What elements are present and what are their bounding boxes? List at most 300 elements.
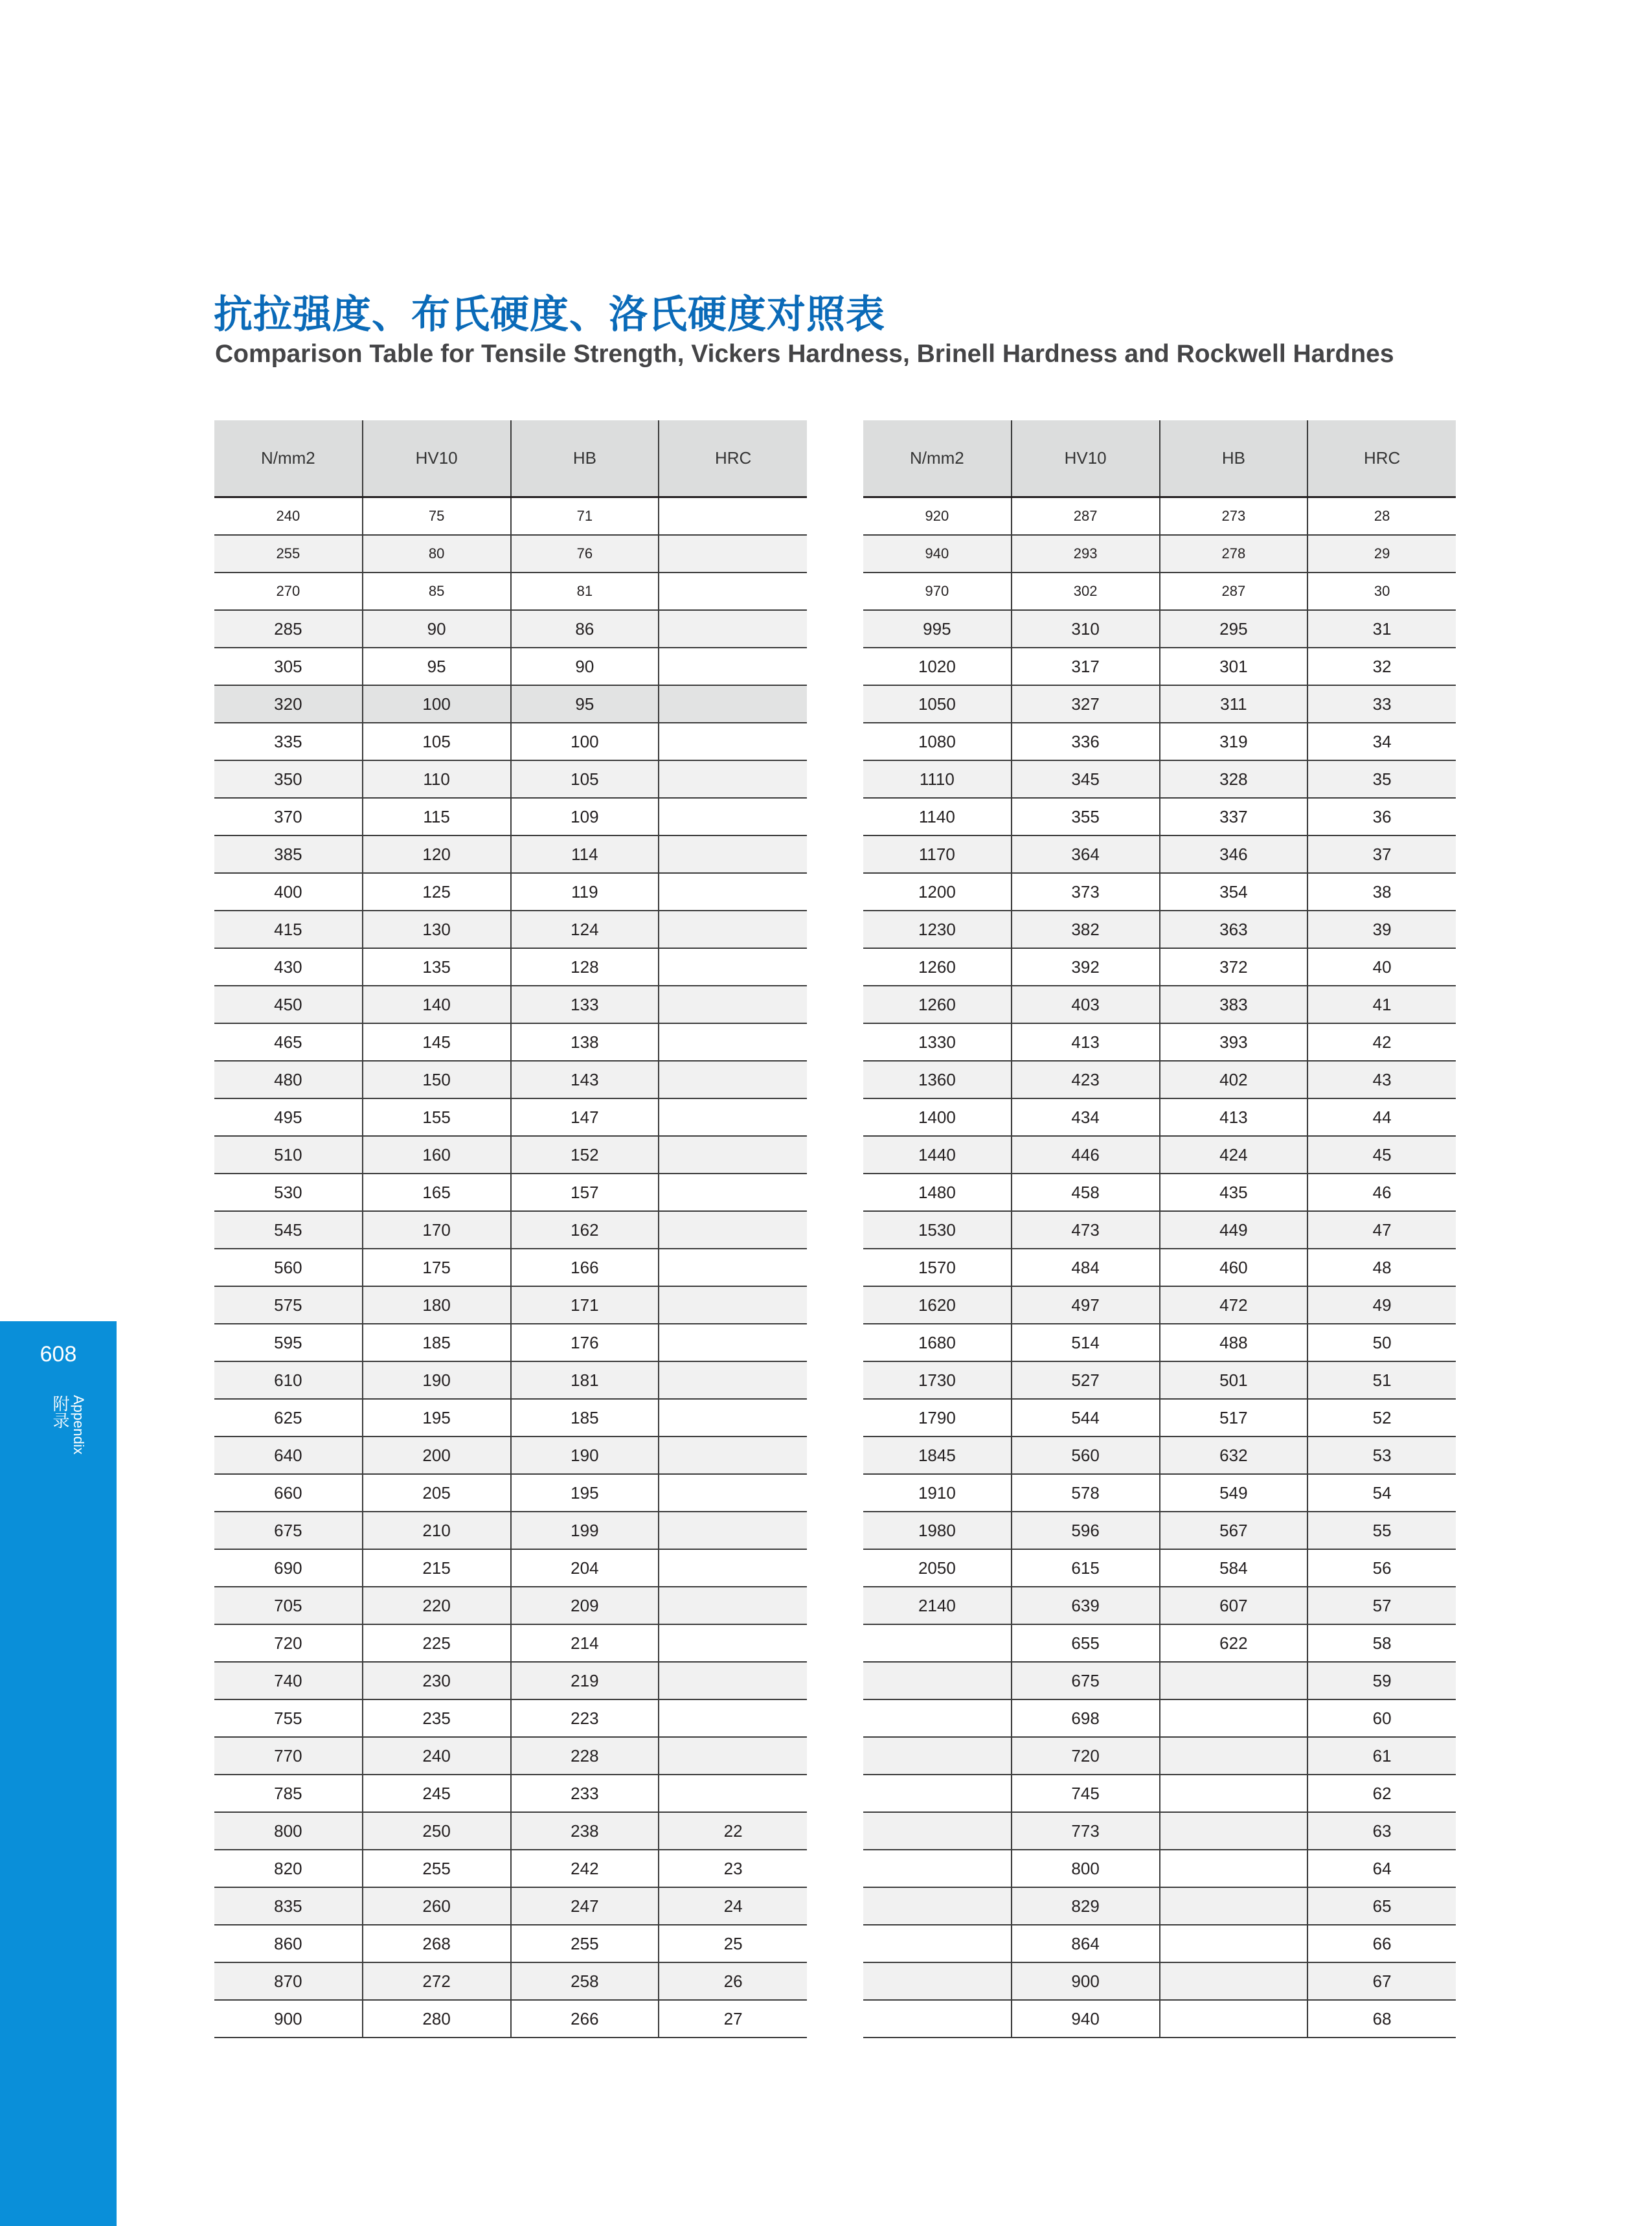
hrc-cell: 29 (1307, 535, 1456, 573)
table-row (214, 1061, 807, 1098)
tensile-cell: 270 (214, 573, 363, 610)
column-header-hrc: HRC (659, 420, 807, 497)
hrc-cell: 55 (1307, 1512, 1456, 1549)
tensile-cell: 900 (214, 2000, 363, 2038)
appendix-label-en: Appendix (71, 1395, 87, 1455)
hb-cell: 152 (511, 1136, 659, 1174)
table-header-row (863, 420, 1456, 497)
hrc-cell: 56 (1307, 1549, 1456, 1587)
hb-cell: 238 (511, 1812, 659, 1850)
hb-cell: 233 (511, 1775, 659, 1812)
table-row (214, 1174, 807, 1211)
hv10-cell: 210 (363, 1512, 511, 1549)
tensile-cell (863, 1887, 1012, 1925)
table-row (863, 1512, 1456, 1549)
hrc-cell: 22 (659, 1812, 807, 1850)
hb-cell: 472 (1160, 1286, 1308, 1324)
column-header-tensile: N/mm2 (863, 420, 1012, 497)
hrc-cell: 42 (1307, 1023, 1456, 1061)
tensile-cell: 1170 (863, 835, 1012, 873)
hb-cell: 209 (511, 1587, 659, 1624)
hb-cell (1160, 1662, 1308, 1699)
hb-cell: 567 (1160, 1512, 1308, 1549)
hrc-cell: 33 (1307, 685, 1456, 723)
table-row (863, 948, 1456, 986)
column-header-hv10: HV10 (1012, 420, 1160, 497)
hb-cell: 86 (511, 610, 659, 648)
tensile-cell: 1570 (863, 1249, 1012, 1286)
table-row (214, 911, 807, 948)
hrc-cell (659, 835, 807, 873)
table-row (863, 1624, 1456, 1662)
hrc-cell (659, 1437, 807, 1474)
tensile-cell: 970 (863, 573, 1012, 610)
hrc-cell (659, 798, 807, 835)
table-row (863, 535, 1456, 573)
hrc-cell: 60 (1307, 1699, 1456, 1737)
hv10-cell: 190 (363, 1361, 511, 1399)
table-row (214, 1098, 807, 1136)
table-row (214, 497, 807, 536)
hrc-cell: 65 (1307, 1887, 1456, 1925)
tensile-cell: 255 (214, 535, 363, 573)
hv10-cell: 940 (1012, 2000, 1160, 2038)
hv10-cell: 75 (363, 497, 511, 536)
tensile-cell: 1080 (863, 723, 1012, 760)
hrc-cell (659, 1549, 807, 1587)
hv10-cell: 800 (1012, 1850, 1160, 1887)
tensile-cell: 1400 (863, 1098, 1012, 1136)
hv10-cell: 345 (1012, 760, 1160, 798)
tensile-cell: 720 (214, 1624, 363, 1662)
hv10-cell: 230 (363, 1662, 511, 1699)
hrc-cell (659, 723, 807, 760)
tensile-cell: 660 (214, 1474, 363, 1512)
hv10-cell: 310 (1012, 610, 1160, 648)
hrc-cell (659, 1174, 807, 1211)
hv10-cell: 675 (1012, 1662, 1160, 1699)
hb-cell: 460 (1160, 1249, 1308, 1286)
hv10-cell: 639 (1012, 1587, 1160, 1624)
hrc-cell: 63 (1307, 1812, 1456, 1850)
tensile-cell (863, 1812, 1012, 1850)
table-row (214, 1699, 807, 1737)
hrc-cell: 59 (1307, 1662, 1456, 1699)
tensile-cell: 450 (214, 986, 363, 1023)
column-header-hv10: HV10 (363, 420, 511, 497)
hrc-cell (659, 1474, 807, 1512)
hb-cell: 278 (1160, 535, 1308, 573)
table-row (214, 610, 807, 648)
hv10-cell: 260 (363, 1887, 511, 1925)
hrc-cell: 37 (1307, 835, 1456, 873)
comparison-table-left (214, 420, 807, 2038)
table-row (863, 497, 1456, 536)
hrc-cell: 54 (1307, 1474, 1456, 1512)
hrc-cell (659, 986, 807, 1023)
table-row (863, 648, 1456, 685)
hrc-cell: 32 (1307, 648, 1456, 685)
tensile-cell: 510 (214, 1136, 363, 1174)
hb-cell: 255 (511, 1925, 659, 1962)
hb-cell: 181 (511, 1361, 659, 1399)
table-row (863, 1962, 1456, 2000)
hv10-cell: 272 (363, 1962, 511, 2000)
hrc-cell (659, 573, 807, 610)
table-row (214, 1512, 807, 1549)
hv10-cell: 150 (363, 1061, 511, 1098)
table-row (863, 1361, 1456, 1399)
hv10-cell: 205 (363, 1474, 511, 1512)
hrc-cell: 39 (1307, 911, 1456, 948)
table-row (214, 535, 807, 573)
hb-cell: 124 (511, 911, 659, 948)
tensile-cell: 785 (214, 1775, 363, 1812)
table-row (863, 1662, 1456, 1699)
hv10-cell: 497 (1012, 1286, 1160, 1324)
table-row (214, 723, 807, 760)
hb-cell: 301 (1160, 648, 1308, 685)
hrc-cell: 57 (1307, 1587, 1456, 1624)
hb-cell (1160, 1850, 1308, 1887)
hv10-cell: 773 (1012, 1812, 1160, 1850)
table-row (214, 1437, 807, 1474)
hv10-cell: 364 (1012, 835, 1160, 873)
hv10-cell: 864 (1012, 1925, 1160, 1962)
hv10-cell: 200 (363, 1437, 511, 1474)
table-row (214, 986, 807, 1023)
hrc-cell: 68 (1307, 2000, 1456, 2038)
hrc-cell (659, 1286, 807, 1324)
hb-cell (1160, 1812, 1308, 1850)
table-row (863, 1737, 1456, 1775)
table-row (214, 760, 807, 798)
hv10-cell: 110 (363, 760, 511, 798)
hrc-cell: 28 (1307, 497, 1456, 536)
hb-cell: 119 (511, 873, 659, 911)
tensile-cell: 320 (214, 685, 363, 723)
hrc-cell: 62 (1307, 1775, 1456, 1812)
tensile-cell: 370 (214, 798, 363, 835)
table-row (214, 2000, 807, 2038)
hb-cell: 90 (511, 648, 659, 685)
hb-cell: 549 (1160, 1474, 1308, 1512)
hrc-cell (659, 1662, 807, 1699)
hb-cell: 383 (1160, 986, 1308, 1023)
hv10-cell: 125 (363, 873, 511, 911)
hrc-cell: 47 (1307, 1211, 1456, 1249)
hrc-cell (659, 610, 807, 648)
tensile-cell: 400 (214, 873, 363, 911)
tensile-cell: 305 (214, 648, 363, 685)
hb-cell: 393 (1160, 1023, 1308, 1061)
hrc-cell: 44 (1307, 1098, 1456, 1136)
hrc-cell: 35 (1307, 760, 1456, 798)
tensile-cell: 595 (214, 1324, 363, 1361)
hb-cell: 214 (511, 1624, 659, 1662)
hrc-cell: 41 (1307, 986, 1456, 1023)
hrc-cell (659, 1775, 807, 1812)
hrc-cell: 25 (659, 1925, 807, 1962)
tensile-cell: 705 (214, 1587, 363, 1624)
table-row (214, 1023, 807, 1061)
hb-cell: 199 (511, 1512, 659, 1549)
hv10-cell: 745 (1012, 1775, 1160, 1812)
table-row (863, 1399, 1456, 1437)
tensile-cell (863, 1775, 1012, 1812)
tensile-cell: 1230 (863, 911, 1012, 948)
hv10-cell: 225 (363, 1624, 511, 1662)
hv10-cell: 423 (1012, 1061, 1160, 1098)
hv10-cell: 165 (363, 1174, 511, 1211)
hb-cell: 607 (1160, 1587, 1308, 1624)
hrc-cell: 23 (659, 1850, 807, 1887)
hv10-cell: 105 (363, 723, 511, 760)
table-row (214, 1624, 807, 1662)
tensile-cell: 1200 (863, 873, 1012, 911)
tensile-cell (863, 1737, 1012, 1775)
table-row (863, 798, 1456, 835)
hv10-cell: 900 (1012, 1962, 1160, 2000)
hb-cell: 176 (511, 1324, 659, 1361)
table-row (863, 1249, 1456, 1286)
hb-cell: 95 (511, 685, 659, 723)
hv10-cell: 195 (363, 1399, 511, 1437)
hb-cell: 128 (511, 948, 659, 986)
tensile-cell: 625 (214, 1399, 363, 1437)
hb-cell: 372 (1160, 948, 1308, 986)
table-row (214, 1925, 807, 1962)
hb-cell: 81 (511, 573, 659, 610)
table-row (863, 1136, 1456, 1174)
tensile-cell: 350 (214, 760, 363, 798)
hrc-cell: 45 (1307, 1136, 1456, 1174)
appendix-label-zh: 附录 (50, 1395, 69, 1429)
hv10-cell: 170 (363, 1211, 511, 1249)
hrc-cell (659, 1136, 807, 1174)
table-row (214, 1474, 807, 1512)
hv10-cell: 302 (1012, 573, 1160, 610)
hv10-cell: 336 (1012, 723, 1160, 760)
tensile-cell: 495 (214, 1098, 363, 1136)
hb-cell: 287 (1160, 573, 1308, 610)
hb-cell: 247 (511, 1887, 659, 1925)
tensile-cell (863, 1624, 1012, 1662)
hb-cell: 413 (1160, 1098, 1308, 1136)
table-row (863, 685, 1456, 723)
table-row (214, 1737, 807, 1775)
tensile-cell: 1140 (863, 798, 1012, 835)
hv10-cell: 720 (1012, 1737, 1160, 1775)
table-row (863, 1474, 1456, 1512)
hv10-cell: 245 (363, 1775, 511, 1812)
hv10-cell: 698 (1012, 1699, 1160, 1737)
hrc-cell: 26 (659, 1962, 807, 2000)
hv10-cell: 250 (363, 1812, 511, 1850)
table-row (863, 835, 1456, 873)
hv10-cell: 484 (1012, 1249, 1160, 1286)
table-row (214, 873, 807, 911)
tensile-cell: 575 (214, 1286, 363, 1324)
hb-cell: 328 (1160, 760, 1308, 798)
tensile-cell: 480 (214, 1061, 363, 1098)
hv10-cell: 160 (363, 1136, 511, 1174)
table-row (863, 911, 1456, 948)
column-header-hb: HB (511, 420, 659, 497)
tensile-cell: 1110 (863, 760, 1012, 798)
hv10-cell: 120 (363, 835, 511, 873)
tensile-cell: 560 (214, 1249, 363, 1286)
hb-cell: 109 (511, 798, 659, 835)
hrc-cell (659, 648, 807, 685)
hrc-cell (659, 1587, 807, 1624)
hrc-cell (659, 948, 807, 986)
hv10-cell: 85 (363, 573, 511, 610)
hb-cell: 157 (511, 1174, 659, 1211)
tensile-cell: 640 (214, 1437, 363, 1474)
table-row (863, 986, 1456, 1023)
tensile-cell: 1680 (863, 1324, 1012, 1361)
hv10-cell: 473 (1012, 1211, 1160, 1249)
tensile-cell: 755 (214, 1699, 363, 1737)
hrc-cell: 51 (1307, 1361, 1456, 1399)
hv10-cell: 135 (363, 948, 511, 986)
hv10-cell: 514 (1012, 1324, 1160, 1361)
tensile-cell: 1480 (863, 1174, 1012, 1211)
tensile-cell: 835 (214, 1887, 363, 1925)
tensile-cell: 940 (863, 535, 1012, 573)
hv10-cell: 100 (363, 685, 511, 723)
table-row (214, 798, 807, 835)
table-row (863, 1812, 1456, 1850)
table-row (214, 648, 807, 685)
hv10-cell: 655 (1012, 1624, 1160, 1662)
hb-cell: 105 (511, 760, 659, 798)
tensile-cell (863, 1925, 1012, 1962)
table-row (214, 1812, 807, 1850)
comparison-table-right (863, 420, 1456, 2038)
table-row (214, 1962, 807, 2000)
tensile-cell: 1050 (863, 685, 1012, 723)
hv10-cell: 327 (1012, 685, 1160, 723)
hv10-cell: 90 (363, 610, 511, 648)
table-row (863, 1887, 1456, 1925)
hrc-cell: 58 (1307, 1624, 1456, 1662)
table-row (214, 1775, 807, 1812)
hb-cell: 346 (1160, 835, 1308, 873)
hb-cell: 71 (511, 497, 659, 536)
tensile-cell (863, 1850, 1012, 1887)
hv10-cell: 280 (363, 2000, 511, 2038)
tensile-cell (863, 1662, 1012, 1699)
tensile-cell: 610 (214, 1361, 363, 1399)
tensile-cell: 1980 (863, 1512, 1012, 1549)
hrc-cell (659, 911, 807, 948)
page-number: 608 (40, 1342, 77, 1367)
hb-cell: 402 (1160, 1061, 1308, 1098)
table-row (863, 1437, 1456, 1474)
tensile-cell: 1620 (863, 1286, 1012, 1324)
hv10-cell: 215 (363, 1549, 511, 1587)
tensile-cell: 385 (214, 835, 363, 873)
tensile-cell (863, 1699, 1012, 1737)
tensile-cell: 1910 (863, 1474, 1012, 1512)
hb-cell (1160, 1962, 1308, 2000)
table-row (863, 1324, 1456, 1361)
table-row (214, 1136, 807, 1174)
hb-cell: 143 (511, 1061, 659, 1098)
tensile-cell: 2140 (863, 1587, 1012, 1624)
table-row (863, 1174, 1456, 1211)
hb-cell: 337 (1160, 798, 1308, 835)
hv10-cell: 355 (1012, 798, 1160, 835)
hb-cell: 100 (511, 723, 659, 760)
hrc-cell (659, 1324, 807, 1361)
hv10-cell: 268 (363, 1925, 511, 1962)
tensile-cell: 1845 (863, 1437, 1012, 1474)
hrc-cell: 48 (1307, 1249, 1456, 1286)
column-header-hrc: HRC (1307, 420, 1456, 497)
tensile-cell: 690 (214, 1549, 363, 1587)
hv10-cell: 80 (363, 535, 511, 573)
table-row (863, 1549, 1456, 1587)
table-row (214, 835, 807, 873)
hb-cell: 190 (511, 1437, 659, 1474)
hv10-cell: 458 (1012, 1174, 1160, 1211)
hb-cell: 363 (1160, 911, 1308, 948)
hb-cell (1160, 1737, 1308, 1775)
hb-cell: 632 (1160, 1437, 1308, 1474)
hrc-cell: 52 (1307, 1399, 1456, 1437)
table-row (863, 1850, 1456, 1887)
tensile-cell: 1440 (863, 1136, 1012, 1174)
hrc-cell (659, 1249, 807, 1286)
hb-cell: 354 (1160, 873, 1308, 911)
hb-cell: 114 (511, 835, 659, 873)
table-row (863, 1775, 1456, 1812)
table-row (863, 610, 1456, 648)
table-row (214, 1361, 807, 1399)
hrc-cell (659, 1061, 807, 1098)
hrc-cell: 61 (1307, 1737, 1456, 1775)
hb-cell: 204 (511, 1549, 659, 1587)
hrc-cell (659, 497, 807, 536)
tensile-cell: 820 (214, 1850, 363, 1887)
hb-cell: 273 (1160, 497, 1308, 536)
table-row (863, 1211, 1456, 1249)
table-row (863, 1023, 1456, 1061)
hv10-cell: 175 (363, 1249, 511, 1286)
tensile-cell: 1790 (863, 1399, 1012, 1437)
hrc-cell: 38 (1307, 873, 1456, 911)
tensile-cell: 1730 (863, 1361, 1012, 1399)
hb-cell (1160, 2000, 1308, 2038)
table-row (863, 873, 1456, 911)
table-row (863, 1587, 1456, 1624)
hv10-cell: 95 (363, 648, 511, 685)
hv10-cell: 560 (1012, 1437, 1160, 1474)
table-row (863, 1699, 1456, 1737)
hrc-cell (659, 1699, 807, 1737)
table-row (214, 1850, 807, 1887)
table-row (214, 1249, 807, 1286)
table-row (863, 760, 1456, 798)
hrc-cell (659, 1399, 807, 1437)
table-row (214, 1549, 807, 1587)
tensile-cell: 1260 (863, 986, 1012, 1023)
hb-cell: 162 (511, 1211, 659, 1249)
tensile-cell: 1530 (863, 1211, 1012, 1249)
